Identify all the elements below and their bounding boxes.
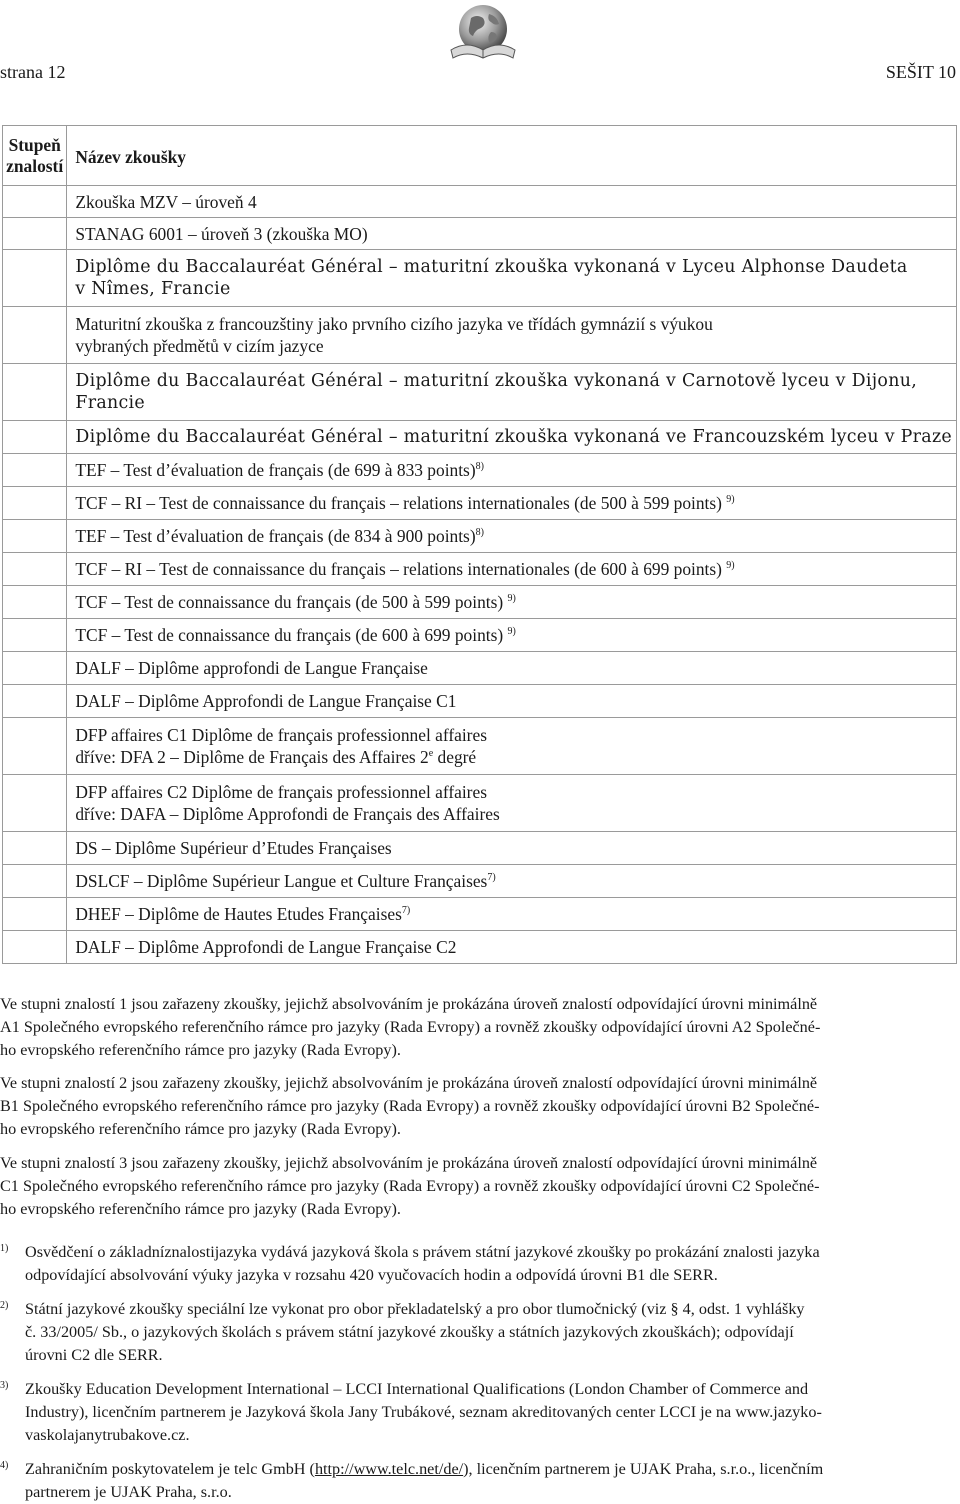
exam-name-cell: DS – Diplôme Supérieur d’Etudes Françaises	[67, 832, 957, 865]
exam-name-cell: STANAG 6001 – úroveň 3 (zkouška MO)	[67, 218, 957, 250]
level-cell	[3, 421, 67, 454]
table-row	[3, 931, 957, 964]
level-column-header	[3, 126, 67, 186]
footnote-4: 4) Zahraničním poskytovatelem je telc GmbH (http://www.telc.net/de/), licenčním partnerem je UJAK Praha, s.r.o., licenčním partnerem je UJAK Praha, s.r.o.	[0, 1458, 957, 1504]
exam-name-cell: Maturitní zkouška z francouzštiny jako prvního cizího jazyka ve třídách gymnázií s výukou vybraných předmětů v cizím jazyce	[67, 307, 957, 364]
level-cell	[3, 832, 67, 865]
paragraph-level-3: Ve stupni znalostí 3 jsou zařazeny zkoušky, jejichž absolvováním je prokázána úroveň znalostí odpovídající úrovni minimálně C1 Společného evropského referenčního rámce pro jazyky (Rada Evropy) a rovněž zkoušky odpovídající úrovni C2 Společné- ho evropského referenčního rámce pro jazyky (Rada Evropy).	[0, 1154, 820, 1218]
table-row	[3, 307, 957, 364]
table-row	[3, 898, 957, 931]
table-row	[3, 586, 957, 619]
level-cell	[3, 619, 67, 652]
exam-name-cell: DFP affaires C2 Diplôme de français professionnel affaires dříve: DAFA – Diplôme Approfondi de Français des Affaires	[67, 775, 957, 832]
table-row	[3, 553, 957, 586]
exam-name-cell: Zkouška MZV – úroveň 4	[67, 186, 957, 218]
table-row	[3, 520, 957, 553]
footnote-mark: 4)	[0, 1460, 9, 1471]
exam-name-cell: TEF – Test d’évaluation de français (de 834 à 900 points)$^{8)}$	[67, 520, 957, 553]
level-cell	[3, 454, 67, 487]
level-cell	[3, 520, 67, 553]
exam-name-cell: TCF – Test de connaissance du français (de 500 à 599 points) $^{9)}$	[67, 586, 957, 619]
table-row	[3, 250, 957, 307]
exam-name-column-header: Název zkoušky	[67, 126, 957, 186]
telc-link[interactable]: http://www.telc.net/de/	[314, 1460, 464, 1478]
table-row	[3, 718, 957, 775]
exam-name-cell: TCF – RI – Test de connaissance du français – relations internationales (de 500 à 599 points) $^{9)}$	[67, 487, 957, 520]
level-cell	[3, 652, 67, 685]
exam-name-cell: TCF – Test de connaissance du français (de 600 à 699 points) $^{9)}$	[67, 619, 957, 652]
table-row	[3, 652, 957, 685]
level-cell	[3, 685, 67, 718]
exam-name-cell: DALF – Diplôme Approfondi de Langue Française C2	[67, 931, 957, 964]
table-row	[3, 364, 957, 421]
level-cell	[3, 865, 67, 898]
exam-name-cell: TCF – RI – Test de connaissance du français – relations internationales (de 600 à 699 points) $^{9)}$	[67, 553, 957, 586]
level-cell	[3, 364, 67, 421]
level-cell	[3, 898, 67, 931]
exam-name-cell: DALF – Diplôme Approfondi de Langue Française C1	[67, 685, 957, 718]
exam-name-cell: DSLCF – Diplôme Supérieur Langue et Culture Françaises$^{7)}$	[67, 865, 957, 898]
level-header-line1: Stupeň	[8, 134, 61, 155]
footnote-3: 3) Zkoušky Education Development International – LCCI International Qualifications (London Chamber of Commerce and Industry), licenčním partnerem je Jazyková škola Jany Trubákové, seznam akreditovaných center LCCI je na www.jazyko- vaskolajanytrubakove.cz.	[0, 1378, 957, 1447]
level-cell	[3, 718, 67, 775]
level-cell	[3, 487, 67, 520]
paragraph-level-2: Ve stupni znalostí 2 jsou zařazeny zkoušky, jejichž absolvováním je prokázána úroveň znalostí odpovídající úrovni minimálně B1 Společného evropského referenčního rámce pro jazyky (Rada Evropy) a rovněž zkoušky odpovídající úrovni B2 Společné- ho evropského referenčního rámce pro jazyky (Rada Evropy).	[0, 1074, 820, 1138]
level-cell	[3, 186, 67, 218]
exam-name-cell: DHEF – Diplôme de Hautes Etudes Françaises$^{7)}$	[67, 898, 957, 931]
exam-name-cell: Diplôme du Baccalauréat Général – maturitní zkouška vykonaná ve Francouzském lyceu v Praze	[67, 421, 957, 454]
table-row	[3, 421, 957, 454]
exam-name-cell: DALF – Diplôme approfondi de Langue Française	[67, 652, 957, 685]
table-row	[3, 218, 957, 250]
exam-name-cell: Diplôme du Baccalauréat Général – maturitní zkouška vykonaná v Lyceu Alphonse Daudeta v Nîmes, Francie	[67, 250, 957, 307]
table-row	[3, 865, 957, 898]
page-header	[0, 0, 960, 100]
level-cell	[3, 250, 67, 307]
level-cell	[3, 586, 67, 619]
level-cell	[3, 931, 67, 964]
table-row	[3, 775, 957, 832]
table-row	[3, 619, 957, 652]
exam-name-cell: DFP affaires C1 Diplôme de français professionnel affaires dříve: DFA 2 – Diplôme de Français des Affaires 2e degré	[67, 718, 957, 775]
page-number: strana 12	[0, 62, 66, 82]
table-row	[3, 832, 957, 865]
exam-name-cell: Diplôme du Baccalauréat Général – maturitní zkouška vykonaná v Carnotově lyceu v Dijonu, Francie	[67, 364, 957, 421]
level-cell	[3, 218, 67, 250]
level-cell	[3, 775, 67, 832]
paragraph-level-1: Ve stupni znalostí 1 jsou zařazeny zkoušky, jejichž absolvováním je prokázána úroveň znalostí odpovídající úrovni minimálně A1 Společného evropského referenčního rámce pro jazyky (Rada Evropy) a rovněž zkoušky odpovídající úrovni A2 Společné- ho evropského referenčního rámce pro jazyky (Rada Evropy).	[0, 995, 821, 1059]
footnote-mark: 2)	[0, 1300, 9, 1311]
footnote-mark: 3)	[0, 1380, 9, 1391]
table-row	[3, 186, 957, 218]
footnote-2: 2) Státní jazykové zkoušky speciální lze vykonat pro obor překladatelský a pro obor tlumočnický (viz § 4, odst. 1 vyhlášky č. 33/2005/ Sb., o jazykových školách s právem státní jazykové zkoušky a státních jazykových zkouškách); odpovídají úrovni C2 dle SERR.	[0, 1298, 957, 1367]
table-header-row	[3, 126, 957, 186]
level-cell	[3, 553, 67, 586]
exam-name-cell: TEF – Test d’évaluation de français (de 699 à 833 points)$^{8)}$	[67, 454, 957, 487]
table-row	[3, 487, 957, 520]
footnote-mark: 1)	[0, 1243, 9, 1254]
table-row	[3, 685, 957, 718]
globe-book-icon	[445, 2, 517, 64]
issue-label: SEŠIT 10	[885, 62, 956, 82]
exam-table	[2, 125, 957, 964]
footnote-1: 1) Osvědčení o základníznalostijazyka vydává jazyková škola s právem státní jazykové zkoušky po prokázání znalosti jazyka odpovídající absolvování výuky jazyka v rozsahu 420 vyučovacích hodin a odpovídá úrovni B1 dle SERR.	[0, 1241, 957, 1287]
level-cell	[3, 307, 67, 364]
table-row	[3, 454, 957, 487]
level-header-line2: znalostí	[6, 155, 64, 176]
